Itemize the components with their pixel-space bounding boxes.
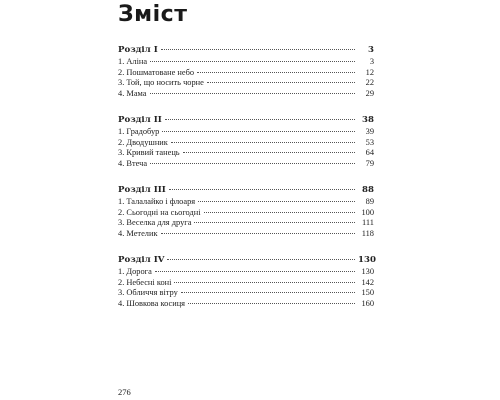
- chapter-title: Розділ ІІІ: [118, 185, 166, 195]
- chapter-page-number: 88: [362, 185, 374, 195]
- entry-page-number: 150: [361, 288, 374, 297]
- toc-entry: [118, 138, 374, 149]
- toc-chapter-heading: [118, 114, 374, 126]
- entry-title: 3. Той, що носить чорне: [118, 78, 204, 87]
- entry-page-number: 89: [365, 197, 374, 206]
- dot-leader: [165, 119, 355, 120]
- dot-leader: [167, 259, 355, 260]
- entry-page-number: 29: [365, 88, 374, 98]
- toc-entry: [118, 89, 374, 100]
- entry-page-number: 53: [365, 137, 374, 147]
- dot-leader: [161, 49, 355, 50]
- dot-leader: [150, 93, 356, 94]
- dot-leader: [162, 131, 355, 132]
- dot-leader: [171, 142, 355, 143]
- entry-title: 3. Веселка для друга: [118, 218, 192, 227]
- chapter-page-number: 38: [362, 115, 374, 125]
- dot-leader: [198, 201, 355, 202]
- toc-entry: [118, 208, 374, 219]
- chapter-title: Розділ IV: [118, 255, 165, 265]
- toc-entry: [118, 148, 374, 159]
- page-number: 276: [118, 387, 131, 397]
- entry-page-number: 160: [361, 298, 374, 308]
- entry-title: 1. Талалайко і флоаря: [118, 197, 196, 206]
- entry-title: 4. Втеча: [118, 158, 148, 168]
- dot-leader: [161, 233, 355, 234]
- entry-title: 1. Дорога: [118, 267, 152, 276]
- chapter-page-number: 130: [358, 255, 376, 265]
- toc-entry: [118, 288, 374, 299]
- entry-title: 1. Аліна: [118, 57, 148, 66]
- toc-entry: [118, 197, 374, 208]
- toc-entry: [118, 68, 374, 79]
- toc-section-1: [118, 44, 374, 99]
- entry-title: 1. Градобур: [118, 127, 160, 136]
- entry-page-number: 142: [361, 277, 374, 287]
- toc-entry: [118, 159, 374, 170]
- dot-leader: [155, 271, 355, 272]
- toc-chapter-heading: [118, 184, 374, 196]
- chapter-page-number: 3: [368, 45, 374, 55]
- dot-leader: [197, 72, 355, 73]
- page-title: Зміст: [118, 2, 188, 27]
- toc-entry: [118, 229, 374, 240]
- entry-title: 3. Кривий танець: [118, 148, 180, 157]
- entry-title: 4. Шовкова косиця: [118, 298, 186, 308]
- toc-entry: [118, 278, 374, 289]
- toc-entry: [118, 57, 374, 68]
- entry-title: 4. Метелик: [118, 228, 158, 238]
- toc-section-4: [118, 254, 374, 309]
- toc-section-3: [118, 184, 374, 239]
- entry-page-number: 39: [365, 127, 374, 136]
- toc-entry: [118, 299, 374, 310]
- entry-page-number: 3: [369, 57, 374, 66]
- toc-section-2: [118, 114, 374, 169]
- toc-entry: [118, 78, 374, 89]
- dot-leader: [169, 189, 355, 190]
- toc-entry: [118, 127, 374, 138]
- entry-title: 2. Сьогодні на сьогодні: [118, 207, 201, 217]
- dot-leader: [174, 282, 355, 283]
- dot-leader: [181, 292, 355, 293]
- dot-leader: [150, 61, 355, 62]
- entry-page-number: 12: [365, 67, 374, 77]
- entry-page-number: 118: [361, 228, 374, 238]
- entry-page-number: 64: [365, 148, 374, 157]
- entry-title: 2. Пошматоване небо: [118, 67, 195, 77]
- dot-leader: [207, 82, 355, 83]
- entry-page-number: 79: [365, 158, 374, 168]
- chapter-title: Розділ ІІ: [118, 115, 162, 125]
- entry-page-number: 111: [362, 218, 374, 227]
- entry-page-number: 130: [361, 267, 374, 276]
- toc-chapter-heading: [118, 44, 374, 56]
- entry-title: 2. Небесні коні: [118, 277, 172, 287]
- dot-leader: [150, 163, 355, 164]
- entry-title: 3. Обличчя вітру: [118, 288, 178, 297]
- chapter-title: Розділ І: [118, 45, 158, 55]
- dot-leader: [204, 212, 355, 213]
- entry-title: 2. Дводушник: [118, 137, 168, 147]
- dot-leader: [183, 152, 355, 153]
- toc-entry: [118, 267, 374, 278]
- toc-chapter-heading: [118, 254, 374, 266]
- dot-leader: [194, 222, 355, 223]
- dot-leader: [188, 303, 355, 304]
- toc-entry: [118, 218, 374, 229]
- entry-page-number: 22: [365, 78, 374, 87]
- entry-title: 4. Мама: [118, 88, 147, 98]
- entry-page-number: 100: [361, 207, 374, 217]
